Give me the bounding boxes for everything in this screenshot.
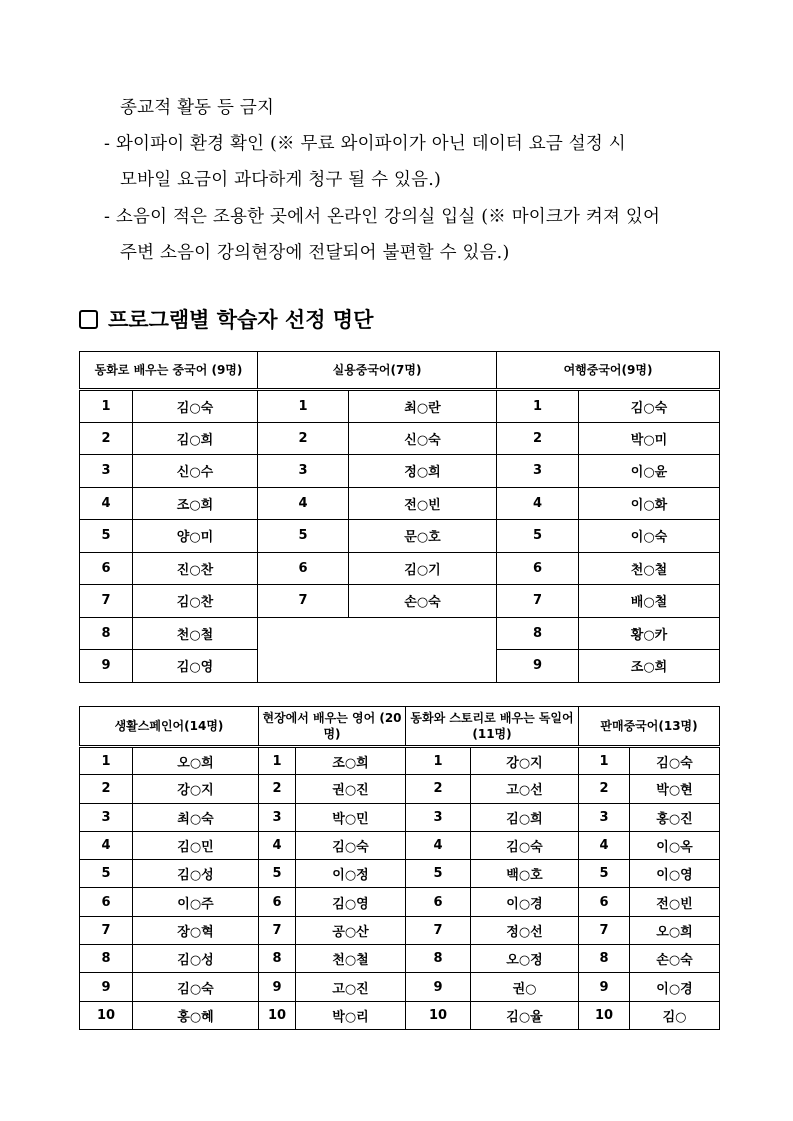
name-cell: 김○희 (133, 422, 258, 455)
number-cell: 6 (259, 888, 296, 916)
name-cell: 천○철 (296, 945, 406, 973)
intro-line-5: 주변 소음이 강의현장에 전달되어 불편할 수 있음.) (120, 243, 510, 263)
number-cell: 3 (579, 803, 630, 831)
number-cell: 5 (80, 860, 133, 888)
number-cell: 1 (406, 747, 471, 775)
number-cell: 4 (80, 487, 133, 520)
table-row (80, 487, 720, 520)
header-travel-chinese: 여행중국어(9명) (497, 352, 720, 390)
table-row (80, 455, 720, 488)
intro-line-4: - 소음이 적은 조용한 곳에서 온라인 강의실 입실 (※ 마이크가 켜져 있어 (104, 207, 661, 227)
number-cell: 7 (406, 916, 471, 944)
name-cell: 오○정 (471, 945, 579, 973)
number-cell: 1 (579, 747, 630, 775)
number-cell: 7 (259, 916, 296, 944)
number-cell: 2 (497, 422, 579, 455)
table-row (80, 747, 720, 775)
number-cell: 4 (579, 831, 630, 859)
name-cell: 홍○혜 (133, 1001, 259, 1029)
name-cell: 김○율 (471, 1001, 579, 1029)
name-cell: 박○민 (296, 803, 406, 831)
name-cell: 최○란 (349, 390, 497, 423)
empty-cell (258, 617, 497, 682)
name-cell: 이○숙 (579, 520, 720, 553)
name-cell: 이○경 (471, 888, 579, 916)
number-cell: 2 (80, 775, 133, 803)
name-cell: 이○옥 (630, 831, 720, 859)
number-cell: 4 (497, 487, 579, 520)
name-cell: 진○찬 (133, 552, 258, 585)
table-row (80, 945, 720, 973)
number-cell: 7 (579, 916, 630, 944)
number-cell: 8 (80, 945, 133, 973)
name-cell: 손○숙 (349, 585, 497, 618)
name-cell: 신○수 (133, 455, 258, 488)
name-cell: 장○혁 (133, 916, 259, 944)
number-cell: 4 (406, 831, 471, 859)
number-cell: 7 (80, 916, 133, 944)
name-cell: 오○희 (630, 916, 720, 944)
name-cell: 조○희 (296, 747, 406, 775)
table-chinese-programs (79, 351, 720, 683)
name-cell: 손○숙 (630, 945, 720, 973)
number-cell: 5 (406, 860, 471, 888)
number-cell: 4 (259, 831, 296, 859)
name-cell: 전○빈 (349, 487, 497, 520)
number-cell: 3 (259, 803, 296, 831)
name-cell: 정○선 (471, 916, 579, 944)
name-cell: 김○숙 (133, 390, 258, 423)
number-cell: 6 (258, 552, 349, 585)
number-cell: 5 (259, 860, 296, 888)
name-cell: 김○민 (133, 831, 259, 859)
name-cell: 공○산 (296, 916, 406, 944)
table-row (80, 888, 720, 916)
name-cell: 김○숙 (133, 973, 259, 1001)
number-cell: 2 (258, 422, 349, 455)
number-cell: 2 (259, 775, 296, 803)
name-cell: 황○카 (579, 617, 720, 650)
number-cell: 10 (579, 1001, 630, 1029)
number-cell: 6 (579, 888, 630, 916)
name-cell: 김○성 (133, 860, 259, 888)
number-cell: 8 (579, 945, 630, 973)
name-cell: 오○희 (133, 747, 259, 775)
number-cell: 9 (80, 973, 133, 1001)
number-cell: 5 (497, 520, 579, 553)
table-row (80, 520, 720, 553)
name-cell: 백○호 (471, 860, 579, 888)
name-cell: 권○ (471, 973, 579, 1001)
number-cell: 1 (258, 390, 349, 423)
number-cell: 9 (80, 650, 133, 683)
number-cell: 9 (259, 973, 296, 1001)
number-cell: 9 (579, 973, 630, 1001)
number-cell: 4 (258, 487, 349, 520)
name-cell: 이○영 (630, 860, 720, 888)
table-row (80, 803, 720, 831)
number-cell: 7 (80, 585, 133, 618)
number-cell: 6 (497, 552, 579, 585)
header-spanish: 생활스페인어(14명) (80, 707, 259, 747)
table-row (80, 973, 720, 1001)
name-cell: 박○리 (296, 1001, 406, 1029)
table-row (80, 775, 720, 803)
number-cell: 2 (406, 775, 471, 803)
table-body (80, 390, 720, 683)
checkbox-square-icon (79, 310, 98, 329)
number-cell: 5 (579, 860, 630, 888)
name-cell: 강○지 (133, 775, 259, 803)
number-cell: 10 (259, 1001, 296, 1029)
number-cell: 2 (80, 422, 133, 455)
header-sales-chinese: 판매중국어(13명) (579, 707, 720, 747)
number-cell: 8 (406, 945, 471, 973)
name-cell: 고○선 (471, 775, 579, 803)
section-title: 프로그램별 학습자 선정 명단 (108, 308, 374, 332)
number-cell: 6 (80, 888, 133, 916)
table-row (80, 831, 720, 859)
name-cell: 강○지 (471, 747, 579, 775)
table-row (80, 1001, 720, 1029)
name-cell: 김○ (630, 1001, 720, 1029)
name-cell: 이○경 (630, 973, 720, 1001)
number-cell: 6 (80, 552, 133, 585)
number-cell: 3 (497, 455, 579, 488)
name-cell: 이○윤 (579, 455, 720, 488)
name-cell: 김○기 (349, 552, 497, 585)
name-cell: 이○화 (579, 487, 720, 520)
name-cell: 천○철 (133, 617, 258, 650)
name-cell: 정○희 (349, 455, 497, 488)
number-cell: 1 (80, 390, 133, 423)
number-cell: 4 (80, 831, 133, 859)
number-cell: 3 (258, 455, 349, 488)
name-cell: 문○호 (349, 520, 497, 553)
section-heading (79, 304, 373, 334)
number-cell: 3 (80, 803, 133, 831)
number-cell: 10 (406, 1001, 471, 1029)
header-practical-chinese: 실용중국어(7명) (258, 352, 497, 390)
number-cell: 8 (497, 617, 579, 650)
number-cell: 6 (406, 888, 471, 916)
number-cell: 2 (579, 775, 630, 803)
name-cell: 김○성 (133, 945, 259, 973)
number-cell: 5 (80, 520, 133, 553)
intro-line-1: 종교적 활동 등 금지 (120, 98, 275, 118)
name-cell: 김○숙 (296, 831, 406, 859)
name-cell: 김○희 (471, 803, 579, 831)
table-row (80, 617, 720, 650)
table-row (80, 860, 720, 888)
header-storybook-chinese: 동화로 배우는 중국어 (9명) (80, 352, 258, 390)
name-cell: 신○숙 (349, 422, 497, 455)
number-cell: 3 (406, 803, 471, 831)
intro-line-3: 모바일 요금이 과다하게 청구 될 수 있음.) (120, 170, 442, 190)
name-cell: 천○철 (579, 552, 720, 585)
name-cell: 박○미 (579, 422, 720, 455)
name-cell: 이○정 (296, 860, 406, 888)
header-field-english: 현장에서 배우는 영어 (20명) (259, 707, 406, 747)
table-other-programs (79, 706, 720, 1030)
number-cell: 1 (80, 747, 133, 775)
number-cell: 3 (80, 455, 133, 488)
name-cell: 김○영 (133, 650, 258, 683)
name-cell: 김○숙 (630, 747, 720, 775)
number-cell: 1 (497, 390, 579, 423)
header-story-german: 동화와 스토리로 배우는 독일어(11명) (406, 707, 579, 747)
intro-line-2: - 와이파이 환경 확인 (※ 무료 와이파이가 아닌 데이터 요금 설정 시 (104, 134, 626, 154)
name-cell: 이○주 (133, 888, 259, 916)
name-cell: 김○찬 (133, 585, 258, 618)
name-cell: 양○미 (133, 520, 258, 553)
number-cell: 9 (497, 650, 579, 683)
name-cell: 조○희 (579, 650, 720, 683)
name-cell: 조○희 (133, 487, 258, 520)
number-cell: 8 (80, 617, 133, 650)
number-cell: 1 (259, 747, 296, 775)
number-cell: 8 (259, 945, 296, 973)
table-row (80, 422, 720, 455)
name-cell: 최○숙 (133, 803, 259, 831)
number-cell: 5 (258, 520, 349, 553)
number-cell: 7 (497, 585, 579, 618)
table-row (80, 390, 720, 423)
name-cell: 김○숙 (471, 831, 579, 859)
table-row (80, 916, 720, 944)
table-body (80, 747, 720, 1030)
name-cell: 권○진 (296, 775, 406, 803)
name-cell: 전○빈 (630, 888, 720, 916)
number-cell: 10 (80, 1001, 133, 1029)
table-row (80, 585, 720, 618)
name-cell: 홍○진 (630, 803, 720, 831)
name-cell: 김○숙 (579, 390, 720, 423)
name-cell: 고○진 (296, 973, 406, 1001)
name-cell: 박○현 (630, 775, 720, 803)
name-cell: 김○영 (296, 888, 406, 916)
table-row (80, 552, 720, 585)
name-cell: 배○철 (579, 585, 720, 618)
number-cell: 7 (258, 585, 349, 618)
number-cell: 9 (406, 973, 471, 1001)
